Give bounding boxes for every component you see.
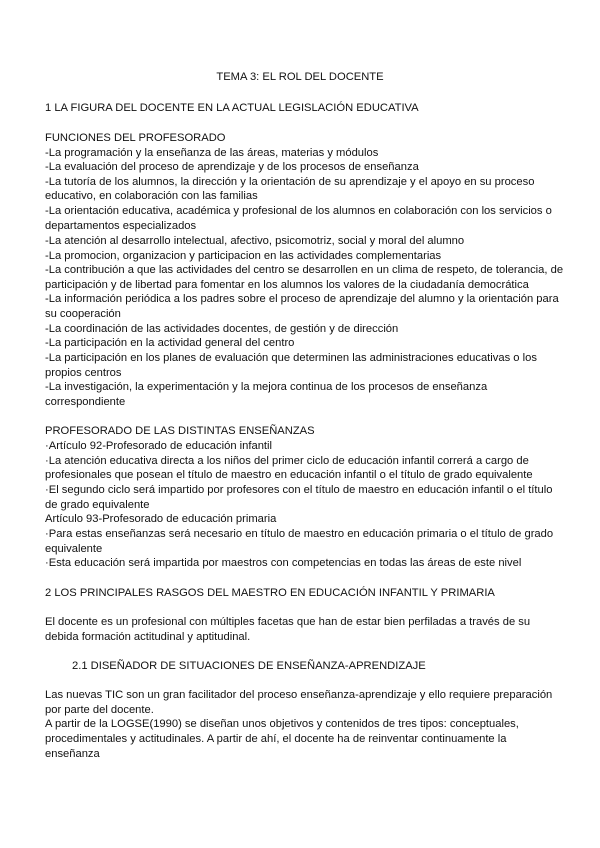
text-line: Artículo 93-Profesorado de educación primaria [45, 513, 277, 525]
text-line: por parte del docente. [45, 704, 154, 716]
text-line: debida formación actitudinal y aptitudinal. [45, 631, 251, 643]
text-line: su cooperación [45, 308, 121, 320]
text-line: propios centros [45, 367, 122, 379]
text-line: -La evaluación del proceso de aprendizaje y de los procesos de enseñanza [45, 161, 419, 173]
text-line: educativo, en colaboración con las familias [45, 190, 258, 202]
document-title: TEMA 3: EL ROL DEL DOCENTE [216, 71, 384, 83]
text-line: departamentos especializados [45, 220, 197, 232]
text-line: -La coordinación de las actividades docentes, de gestión y de dirección [45, 323, 399, 335]
text-line: A partir de la LOGSE(1990) se diseñan unos objetivos y contenidos de tres tipos: conceptuales, [45, 718, 519, 730]
text-line: enseñanza [45, 748, 100, 760]
text-line: -La participación en la actividad general del centro [45, 337, 295, 349]
text-line: -La investigación, la experimentación y la mejora continua de los procesos de enseñanza [45, 381, 488, 393]
text-line: -La programación y la enseñanza de las áreas, materias y módulos [45, 147, 379, 159]
text-line: -La contribución a que las actividades del centro se desarrollen en un clima de respeto, de tolerancia, de [45, 264, 564, 276]
text-line: -La promocion, organizacion y participacion en las actividades complementarias [45, 250, 442, 262]
text-line: ·Esta educación será impartida por maestros con competencias en todas las áreas de este nivel [45, 557, 522, 569]
text-line: -La participación en los planes de evaluación que determinen las administraciones educativas o los [45, 352, 537, 364]
text-line: profesionales que posean el título de maestro en educación infantil o el título de grado equivalente [45, 469, 533, 481]
text-line: El docente es un profesional con múltiples facetas que han de estar bien perfiladas a través de su [45, 616, 531, 628]
section-heading: 1 LA FIGURA DEL DOCENTE EN LA ACTUAL LEGISLACIÓN EDUCATIVA [45, 102, 419, 114]
text-line: -La información periódica a los padres sobre el proceso de aprendizaje del alumno y la orientación para [45, 293, 559, 305]
section-subheading: FUNCIONES DEL PROFESORADO [45, 132, 226, 144]
text-line: de grado equivalente [45, 499, 150, 511]
section-subheading: 2.1 DISEÑADOR DE SITUACIONES DE ENSEÑANZA-APRENDIZAJE [72, 660, 426, 672]
text-line: -La atención al desarrollo intelectual, afectivo, psicomotriz, social y moral del alumno [45, 235, 465, 247]
text-line: ·Artículo 92-Profesorado de educación infantil [45, 440, 272, 452]
text-line: ·El segundo ciclo será impartido por profesores con el título de maestro en educación infantil o el título [45, 484, 553, 496]
section-subheading: PROFESORADO DE LAS DISTINTAS ENSEÑANZAS [45, 425, 315, 437]
text-line: equivalente [45, 543, 103, 555]
text-line: correspondiente [45, 396, 126, 408]
text-line: ·La atención educativa directa a los niños del primer ciclo de educación infantil correrá a cargo de [45, 455, 529, 467]
section-heading: 2 LOS PRINCIPALES RASGOS DEL MAESTRO EN EDUCACIÓN INFANTIL Y PRIMARIA [45, 587, 495, 599]
text-line: ·Para estas enseñanzas será necesario en título de maestro en educación primaria o el título de grado [45, 528, 554, 540]
text-line: -La tutoría de los alumnos, la dirección y la orientación de su aprendizaje y el apoyo en su proceso [45, 176, 535, 188]
text-line: -La orientación educativa, académica y profesional de los alumnos en colaboración con los servicios o [45, 205, 552, 217]
text-line: procedimentales y actitudinales. A partir de ahí, el docente ha de reinventar continuamente la [45, 733, 507, 745]
text-line: participación y de libertad para fomentar en los alumnos los valores de la ciudadanía democrática [45, 279, 529, 291]
text-line: Las nuevas TIC son un gran facilitador del proceso enseñanza-aprendizaje y ello requiere preparación [45, 689, 553, 701]
